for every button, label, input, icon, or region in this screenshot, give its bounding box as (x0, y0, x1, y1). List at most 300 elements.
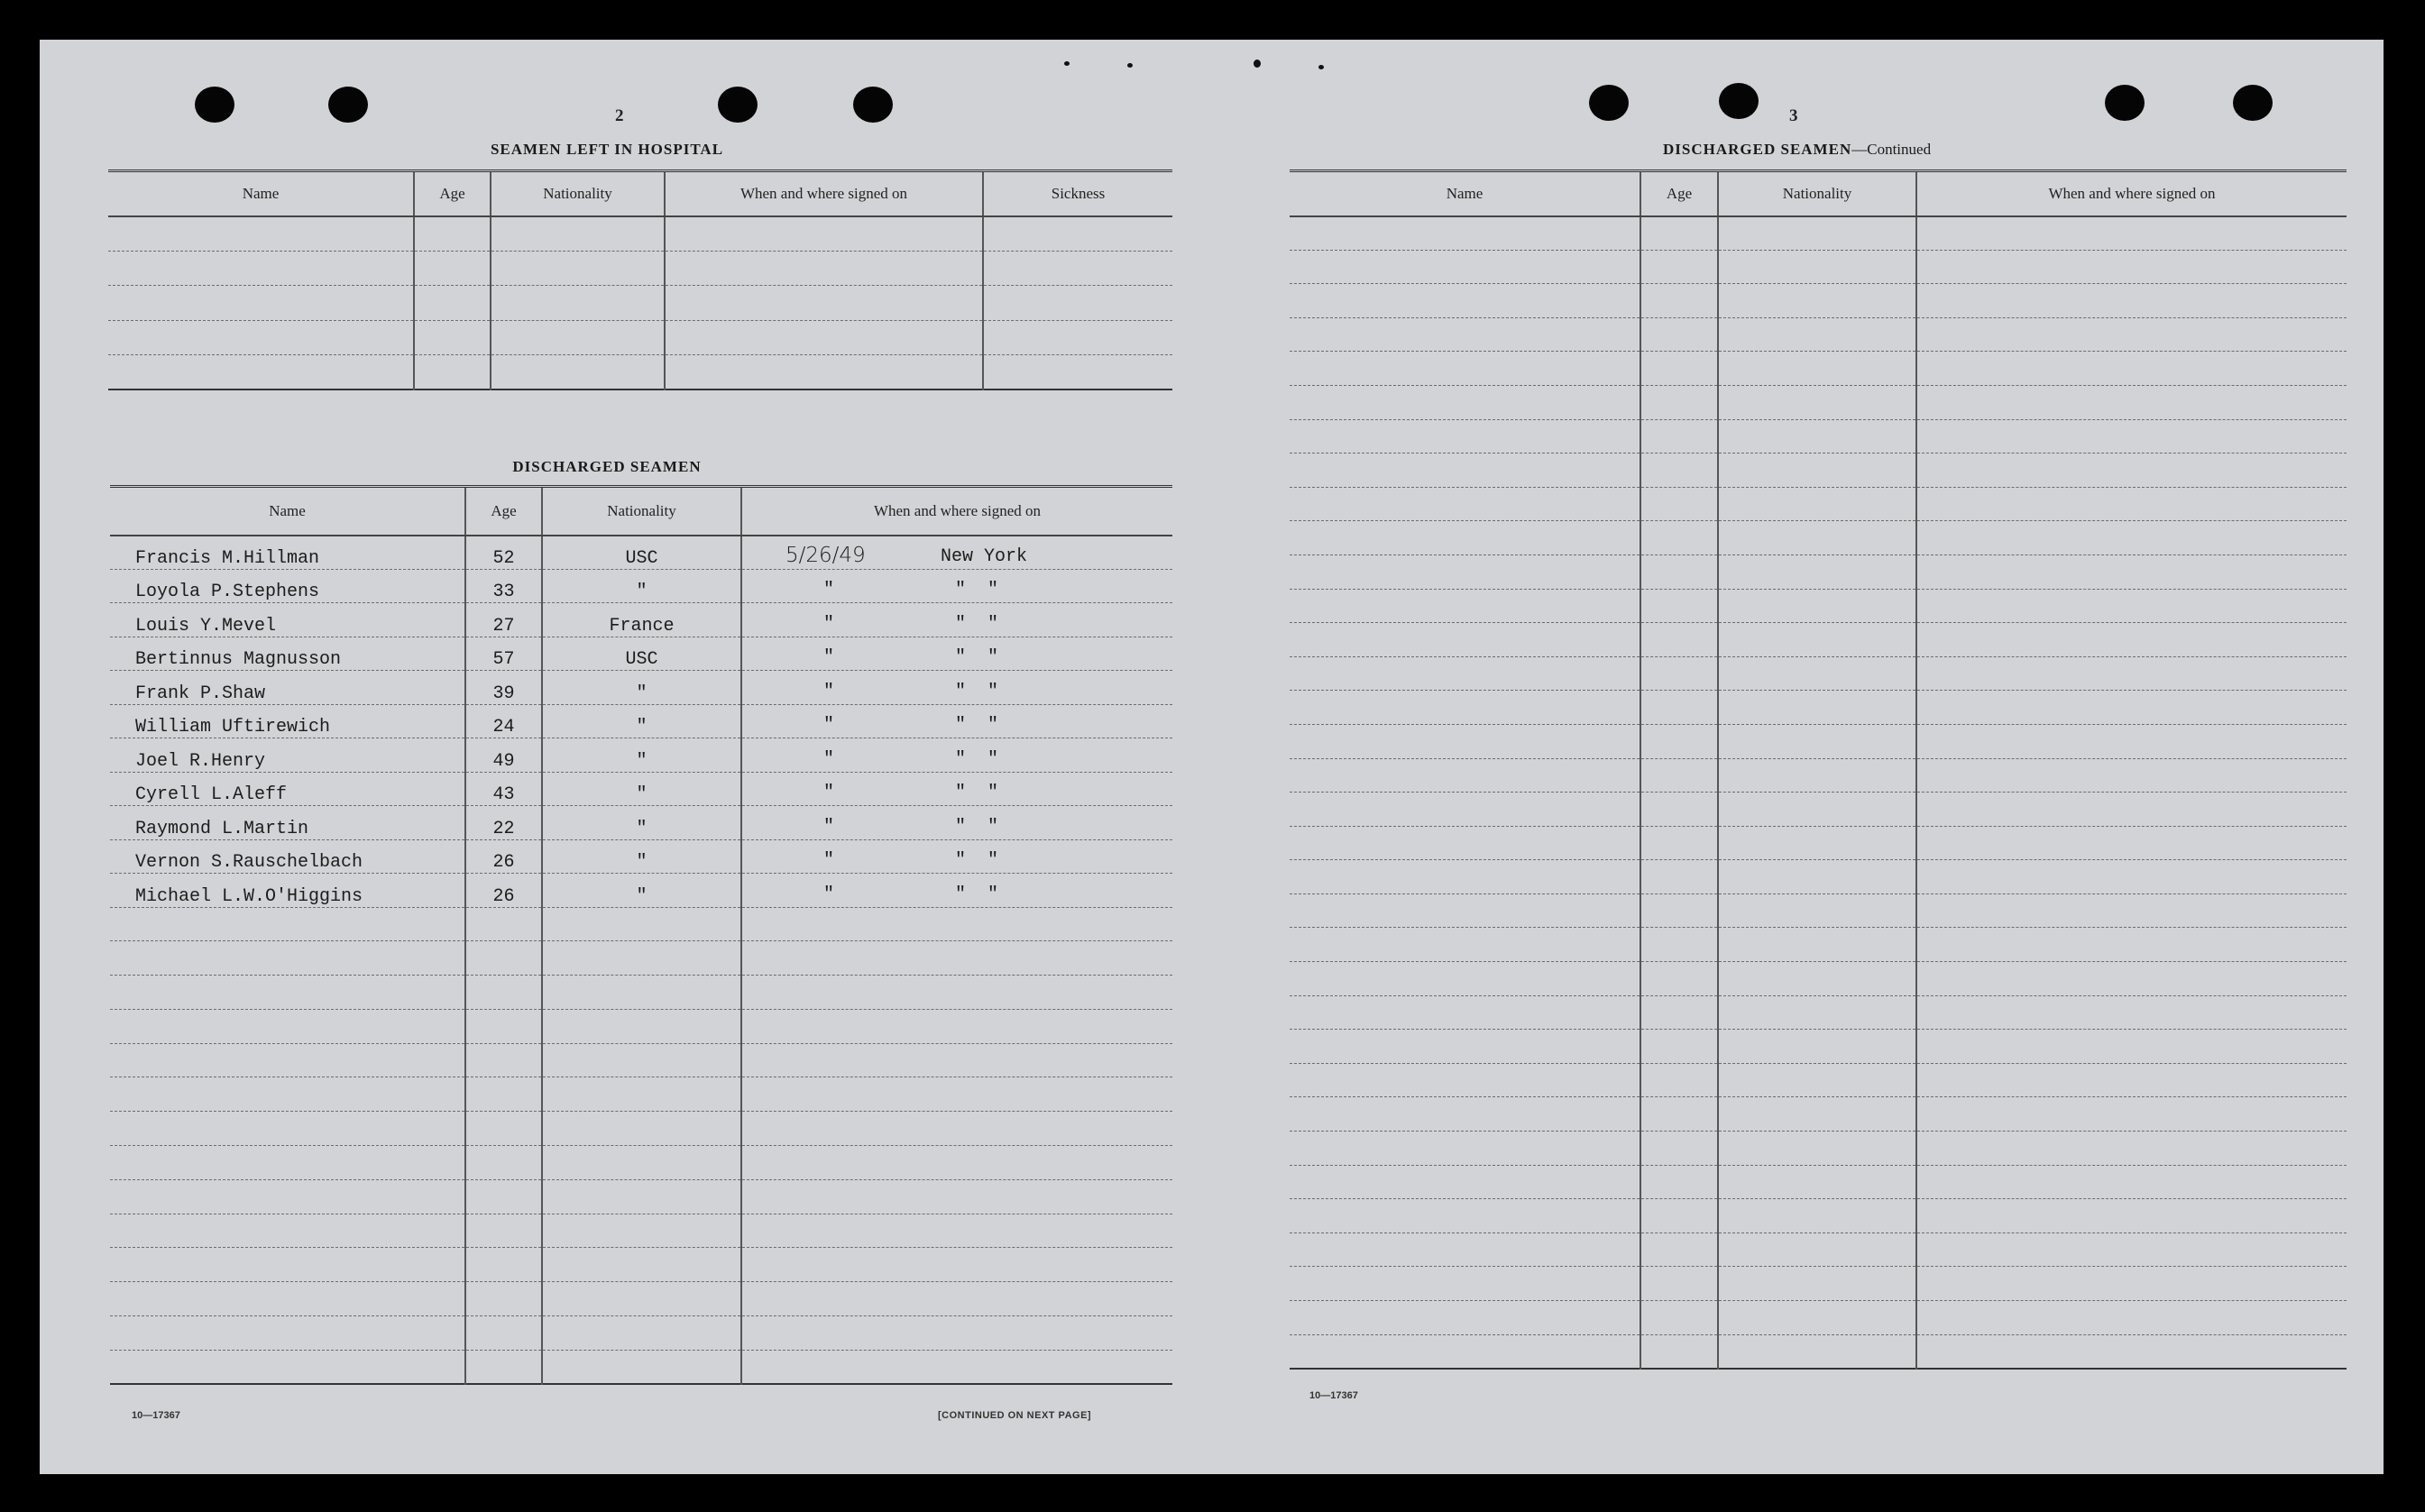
seaman-age: 33 (465, 569, 542, 603)
blank-cell (542, 941, 741, 976)
blank-cell (1640, 1233, 1718, 1267)
blank-cell (542, 1350, 741, 1384)
blank-cell (1290, 758, 1640, 793)
table-row (110, 1077, 1172, 1112)
blank-cell (1718, 995, 1916, 1030)
table-row (108, 355, 1172, 390)
blank-cell (1718, 860, 1916, 894)
seaman-nationality: " (542, 806, 741, 840)
table-row (1290, 317, 2347, 352)
signed-on-place: " " (955, 850, 999, 871)
punch-hole-icon (2233, 85, 2273, 121)
table-row (1290, 216, 2347, 251)
blank-cell (110, 976, 465, 1010)
table-row (108, 251, 1172, 286)
seaman-age: 26 (465, 874, 542, 908)
blank-cell (1718, 1030, 1916, 1064)
blank-cell (665, 355, 983, 390)
signed-on-cell (741, 536, 1172, 570)
signed-on-cell (741, 637, 1172, 671)
blank-cell (542, 976, 741, 1010)
page-number-left: 2 (615, 106, 624, 125)
blank-cell (1916, 284, 2347, 318)
blank-cell (983, 286, 1172, 321)
blank-cell (1290, 826, 1640, 860)
signed-on-date: " (823, 748, 835, 770)
blank-cell (1640, 995, 1718, 1030)
blank-cell (110, 1214, 465, 1248)
ink-speck (1064, 61, 1070, 66)
seaman-name: Bertinnus Magnusson (110, 637, 465, 671)
blank-cell (108, 320, 414, 355)
blank-cell (110, 1316, 465, 1351)
blank-cell (1290, 928, 1640, 962)
table-row (1290, 928, 2347, 962)
blank-cell (1718, 1334, 1916, 1369)
blank-cell (110, 1179, 465, 1214)
blank-cell (1290, 554, 1640, 589)
table-row (110, 704, 1172, 738)
blank-cell (1290, 1063, 1640, 1097)
blank-cell (1640, 454, 1718, 488)
blank-cell (1290, 1165, 1640, 1199)
blank-cell (1640, 487, 1718, 521)
blank-cell (108, 251, 414, 286)
blank-cell (1290, 1030, 1640, 1064)
column-header-age: Age (414, 171, 491, 216)
blank-cell (1290, 691, 1640, 725)
blank-cell (491, 355, 665, 390)
signed-on-cell (741, 569, 1172, 603)
column-header-nationality: Nationality (1718, 171, 1916, 216)
blank-cell (1640, 1165, 1718, 1199)
blank-cell (983, 216, 1172, 252)
seaman-name: Michael L.W.O'Higgins (110, 874, 465, 908)
blank-cell (465, 907, 542, 941)
blank-cell (1290, 656, 1640, 691)
blank-cell (1640, 589, 1718, 623)
seaman-nationality: USC (542, 637, 741, 671)
table-row (1290, 1132, 2347, 1166)
table-row (110, 1112, 1172, 1146)
blank-cell (542, 1282, 741, 1316)
blank-cell (1916, 454, 2347, 488)
blank-cell (1718, 419, 1916, 454)
blank-cell (1290, 962, 1640, 996)
blank-cell (1718, 317, 1916, 352)
blank-cell (110, 1077, 465, 1112)
page-number-right: 3 (1789, 106, 1798, 125)
blank-cell (741, 907, 1172, 941)
table-row (1290, 1199, 2347, 1233)
blank-cell (1718, 893, 1916, 928)
blank-cell (1718, 284, 1916, 318)
ink-speck (1318, 65, 1324, 69)
blank-cell (1916, 962, 2347, 996)
blank-cell (1640, 1199, 1718, 1233)
blank-cell (108, 216, 414, 252)
blank-cell (1916, 1233, 2347, 1267)
blank-cell (1640, 724, 1718, 758)
blank-cell (665, 286, 983, 321)
punch-hole-icon (2105, 85, 2145, 121)
table-row (110, 1214, 1172, 1248)
blank-cell (1718, 724, 1916, 758)
blank-cell (1718, 521, 1916, 555)
seaman-age: 52 (465, 536, 542, 570)
blank-cell (1640, 656, 1718, 691)
blank-cell (1718, 250, 1916, 284)
blank-cell (542, 1248, 741, 1282)
blank-cell (1916, 826, 2347, 860)
signed-on-date: " (823, 580, 835, 600)
blank-cell (110, 1282, 465, 1316)
table-row (110, 1146, 1172, 1180)
blank-cell (1640, 860, 1718, 894)
table-row (1290, 1301, 2347, 1335)
blank-cell (741, 1282, 1172, 1316)
blank-cell (741, 1009, 1172, 1043)
blank-cell (1640, 521, 1718, 555)
blank-cell (1290, 1199, 1640, 1233)
blank-cell (1718, 1132, 1916, 1166)
blank-cell (1718, 656, 1916, 691)
blank-cell (1916, 554, 2347, 589)
blank-cell (1916, 656, 2347, 691)
blank-cell (741, 1316, 1172, 1351)
discharged-continued-title-main: DISCHARGED SEAMEN (1663, 141, 1852, 158)
blank-cell (741, 1214, 1172, 1248)
table-row (1290, 487, 2347, 521)
blank-cell (108, 286, 414, 321)
table-row (1290, 1267, 2347, 1301)
blank-cell (414, 286, 491, 321)
blank-cell (465, 976, 542, 1010)
blank-cell (1640, 317, 1718, 352)
table-row (110, 1043, 1172, 1077)
table-row (110, 603, 1172, 637)
blank-cell (1640, 1334, 1718, 1369)
table-row (108, 216, 1172, 252)
blank-cell (1718, 826, 1916, 860)
column-header-nationality: Nationality (491, 171, 665, 216)
blank-cell (1290, 1233, 1640, 1267)
seaman-nationality: " (542, 839, 741, 874)
blank-cell (1916, 1301, 2347, 1335)
blank-cell (1916, 419, 2347, 454)
blank-cell (465, 1146, 542, 1180)
signed-on-place: " " (955, 884, 999, 905)
signed-on-cell (741, 874, 1172, 908)
blank-cell (542, 1077, 741, 1112)
table-row (1290, 691, 2347, 725)
punch-hole-icon (853, 87, 893, 123)
blank-cell (1916, 995, 2347, 1030)
seaman-nationality: USC (542, 536, 741, 570)
table-row (108, 320, 1172, 355)
table-row (110, 1316, 1172, 1351)
discharged-table (110, 485, 1172, 1385)
signed-on-place: " " (955, 816, 999, 838)
seaman-name: Loyola P.Stephens (110, 569, 465, 603)
seaman-nationality: " (542, 671, 741, 705)
ink-speck (1127, 63, 1133, 68)
seaman-age: 39 (465, 671, 542, 705)
blank-cell (1290, 724, 1640, 758)
blank-cell (1718, 216, 1916, 251)
seaman-name: Louis Y.Mevel (110, 603, 465, 637)
blank-cell (414, 251, 491, 286)
blank-cell (1718, 758, 1916, 793)
seaman-age: 27 (465, 603, 542, 637)
table-row (110, 839, 1172, 874)
table-row (1290, 724, 2347, 758)
blank-cell (542, 1316, 741, 1351)
blank-cell (1718, 1165, 1916, 1199)
blank-cell (542, 1146, 741, 1180)
seaman-nationality: " (542, 569, 741, 603)
blank-cell (108, 355, 414, 390)
blank-cell (1916, 317, 2347, 352)
blank-cell (110, 1043, 465, 1077)
signed-on-cell (741, 738, 1172, 773)
signed-on-place: " " (955, 613, 999, 635)
blank-cell (1718, 352, 1916, 386)
blank-cell (542, 1214, 741, 1248)
blank-cell (1916, 216, 2347, 251)
blank-cell (1718, 1267, 1916, 1301)
blank-cell (1718, 487, 1916, 521)
blank-cell (1640, 352, 1718, 386)
form-code-right: 10—17367 (1309, 1390, 1358, 1401)
blank-cell (1640, 1063, 1718, 1097)
table-row (1290, 521, 2347, 555)
blank-cell (1916, 724, 2347, 758)
signed-on-place: " " (955, 783, 999, 803)
table-row (110, 569, 1172, 603)
blank-cell (1916, 1063, 2347, 1097)
blank-cell (465, 1282, 542, 1316)
seaman-age: 49 (465, 738, 542, 773)
blank-cell (465, 1248, 542, 1282)
table-row (110, 874, 1172, 908)
table-row (110, 976, 1172, 1010)
signed-on-date: " (823, 783, 835, 803)
table-row (110, 1248, 1172, 1282)
blank-cell (1640, 250, 1718, 284)
blank-cell (1640, 1030, 1718, 1064)
blank-cell (1718, 589, 1916, 623)
column-header-name: Name (110, 487, 465, 536)
blank-cell (1916, 385, 2347, 419)
punch-hole-icon (1589, 85, 1629, 121)
table-row (1290, 589, 2347, 623)
table-row (1290, 1334, 2347, 1369)
blank-cell (1640, 826, 1718, 860)
blank-cell (110, 1350, 465, 1384)
seaman-nationality: " (542, 738, 741, 773)
column-header-signed-on: When and where signed on (665, 171, 983, 216)
blank-cell (1916, 352, 2347, 386)
signed-on-date: " (823, 715, 835, 736)
hospital-section-title: SEAMEN LEFT IN HOSPITAL (490, 141, 724, 158)
blank-cell (1916, 1097, 2347, 1132)
signed-on-cell (741, 704, 1172, 738)
table-row (1290, 793, 2347, 827)
table-row (1290, 284, 2347, 318)
table-row (1290, 1063, 2347, 1097)
seaman-nationality: " (542, 874, 741, 908)
signed-on-date: " (823, 884, 835, 905)
seaman-age: 57 (465, 637, 542, 671)
blank-cell (414, 216, 491, 252)
blank-cell (1916, 1334, 2347, 1369)
signed-on-date: " (823, 613, 835, 635)
blank-cell (465, 1214, 542, 1248)
signed-on-date: " (823, 850, 835, 871)
signed-on-date: " (823, 681, 835, 702)
blank-cell (1916, 623, 2347, 657)
signed-on-place: " " (955, 748, 999, 770)
continued-note: [CONTINUED ON NEXT PAGE] (938, 1410, 1092, 1421)
blank-cell (414, 355, 491, 390)
discharged-continued-table (1290, 170, 2347, 1370)
blank-cell (542, 1112, 741, 1146)
blank-cell (1640, 893, 1718, 928)
blank-cell (1718, 1301, 1916, 1335)
blank-cell (1290, 284, 1640, 318)
blank-cell (542, 1009, 741, 1043)
table-row (110, 806, 1172, 840)
blank-cell (1290, 623, 1640, 657)
signed-on-place: New York (941, 545, 1028, 567)
table-row (1290, 962, 2347, 996)
signed-on-place: " " (955, 647, 999, 668)
blank-cell (465, 1179, 542, 1214)
table-row (1290, 995, 2347, 1030)
table-row (110, 671, 1172, 705)
blank-cell (1718, 1199, 1916, 1233)
table-row (1290, 454, 2347, 488)
blank-cell (1290, 1097, 1640, 1132)
blank-cell (465, 1316, 542, 1351)
table-row (1290, 1030, 2347, 1064)
blank-cell (1916, 793, 2347, 827)
blank-cell (1718, 623, 1916, 657)
table-row (110, 1282, 1172, 1316)
column-header-nationality: Nationality (542, 487, 741, 536)
blank-cell (542, 907, 741, 941)
blank-cell (1290, 419, 1640, 454)
table-row (1290, 1233, 2347, 1267)
blank-cell (110, 1248, 465, 1282)
blank-cell (741, 1248, 1172, 1282)
seaman-name: Frank P.Shaw (110, 671, 465, 705)
blank-cell (1640, 419, 1718, 454)
blank-cell (1916, 928, 2347, 962)
form-sheet (40, 40, 2384, 1474)
seaman-age: 22 (465, 806, 542, 840)
seaman-age: 43 (465, 772, 542, 806)
seaman-name: Francis M.Hillman (110, 536, 465, 570)
table-row (108, 286, 1172, 321)
ink-speck (1254, 60, 1261, 68)
blank-cell (1640, 554, 1718, 589)
blank-cell (1718, 1097, 1916, 1132)
blank-cell (1916, 1165, 2347, 1199)
blank-cell (983, 355, 1172, 390)
table-row (1290, 352, 2347, 386)
signed-on-cell (741, 806, 1172, 840)
table-row (1290, 826, 2347, 860)
form-code-left: 10—17367 (132, 1410, 180, 1421)
blank-cell (1916, 893, 2347, 928)
table-row (110, 1009, 1172, 1043)
blank-cell (491, 286, 665, 321)
table-row (1290, 419, 2347, 454)
blank-cell (1718, 554, 1916, 589)
blank-cell (1640, 758, 1718, 793)
signed-on-place: " " (955, 715, 999, 736)
blank-cell (542, 1043, 741, 1077)
blank-cell (1718, 962, 1916, 996)
signed-on-place: " " (955, 580, 999, 600)
blank-cell (110, 1112, 465, 1146)
seaman-nationality: " (542, 704, 741, 738)
blank-cell (1640, 623, 1718, 657)
seaman-name: Vernon S.Rauschelbach (110, 839, 465, 874)
blank-cell (1290, 793, 1640, 827)
punch-hole-icon (328, 87, 368, 123)
table-row (1290, 893, 2347, 928)
blank-cell (1718, 1063, 1916, 1097)
blank-cell (741, 1112, 1172, 1146)
blank-cell (110, 941, 465, 976)
blank-cell (1718, 454, 1916, 488)
blank-cell (1916, 1030, 2347, 1064)
column-header-name: Name (1290, 171, 1640, 216)
hospital-table (108, 170, 1172, 390)
signed-on-date: 5/26/49 (785, 543, 866, 567)
blank-cell (1916, 860, 2347, 894)
blank-cell (741, 1043, 1172, 1077)
seaman-nationality: " (542, 772, 741, 806)
column-header-sickness: Sickness (983, 171, 1172, 216)
blank-cell (1290, 995, 1640, 1030)
blank-cell (1640, 928, 1718, 962)
blank-cell (1640, 793, 1718, 827)
column-header-name: Name (108, 171, 414, 216)
column-header-age: Age (1640, 171, 1718, 216)
blank-cell (1290, 893, 1640, 928)
blank-cell (1290, 1267, 1640, 1301)
blank-cell (465, 1077, 542, 1112)
blank-cell (1290, 1334, 1640, 1369)
blank-cell (1290, 317, 1640, 352)
blank-cell (465, 1043, 542, 1077)
blank-cell (983, 320, 1172, 355)
blank-cell (741, 1179, 1172, 1214)
blank-cell (741, 1350, 1172, 1384)
blank-cell (1718, 691, 1916, 725)
table-row (110, 941, 1172, 976)
table-row (110, 738, 1172, 773)
signed-on-cell (741, 603, 1172, 637)
blank-cell (465, 941, 542, 976)
blank-cell (1640, 1267, 1718, 1301)
blank-cell (1290, 860, 1640, 894)
discharged-continued-title (1290, 141, 2372, 159)
